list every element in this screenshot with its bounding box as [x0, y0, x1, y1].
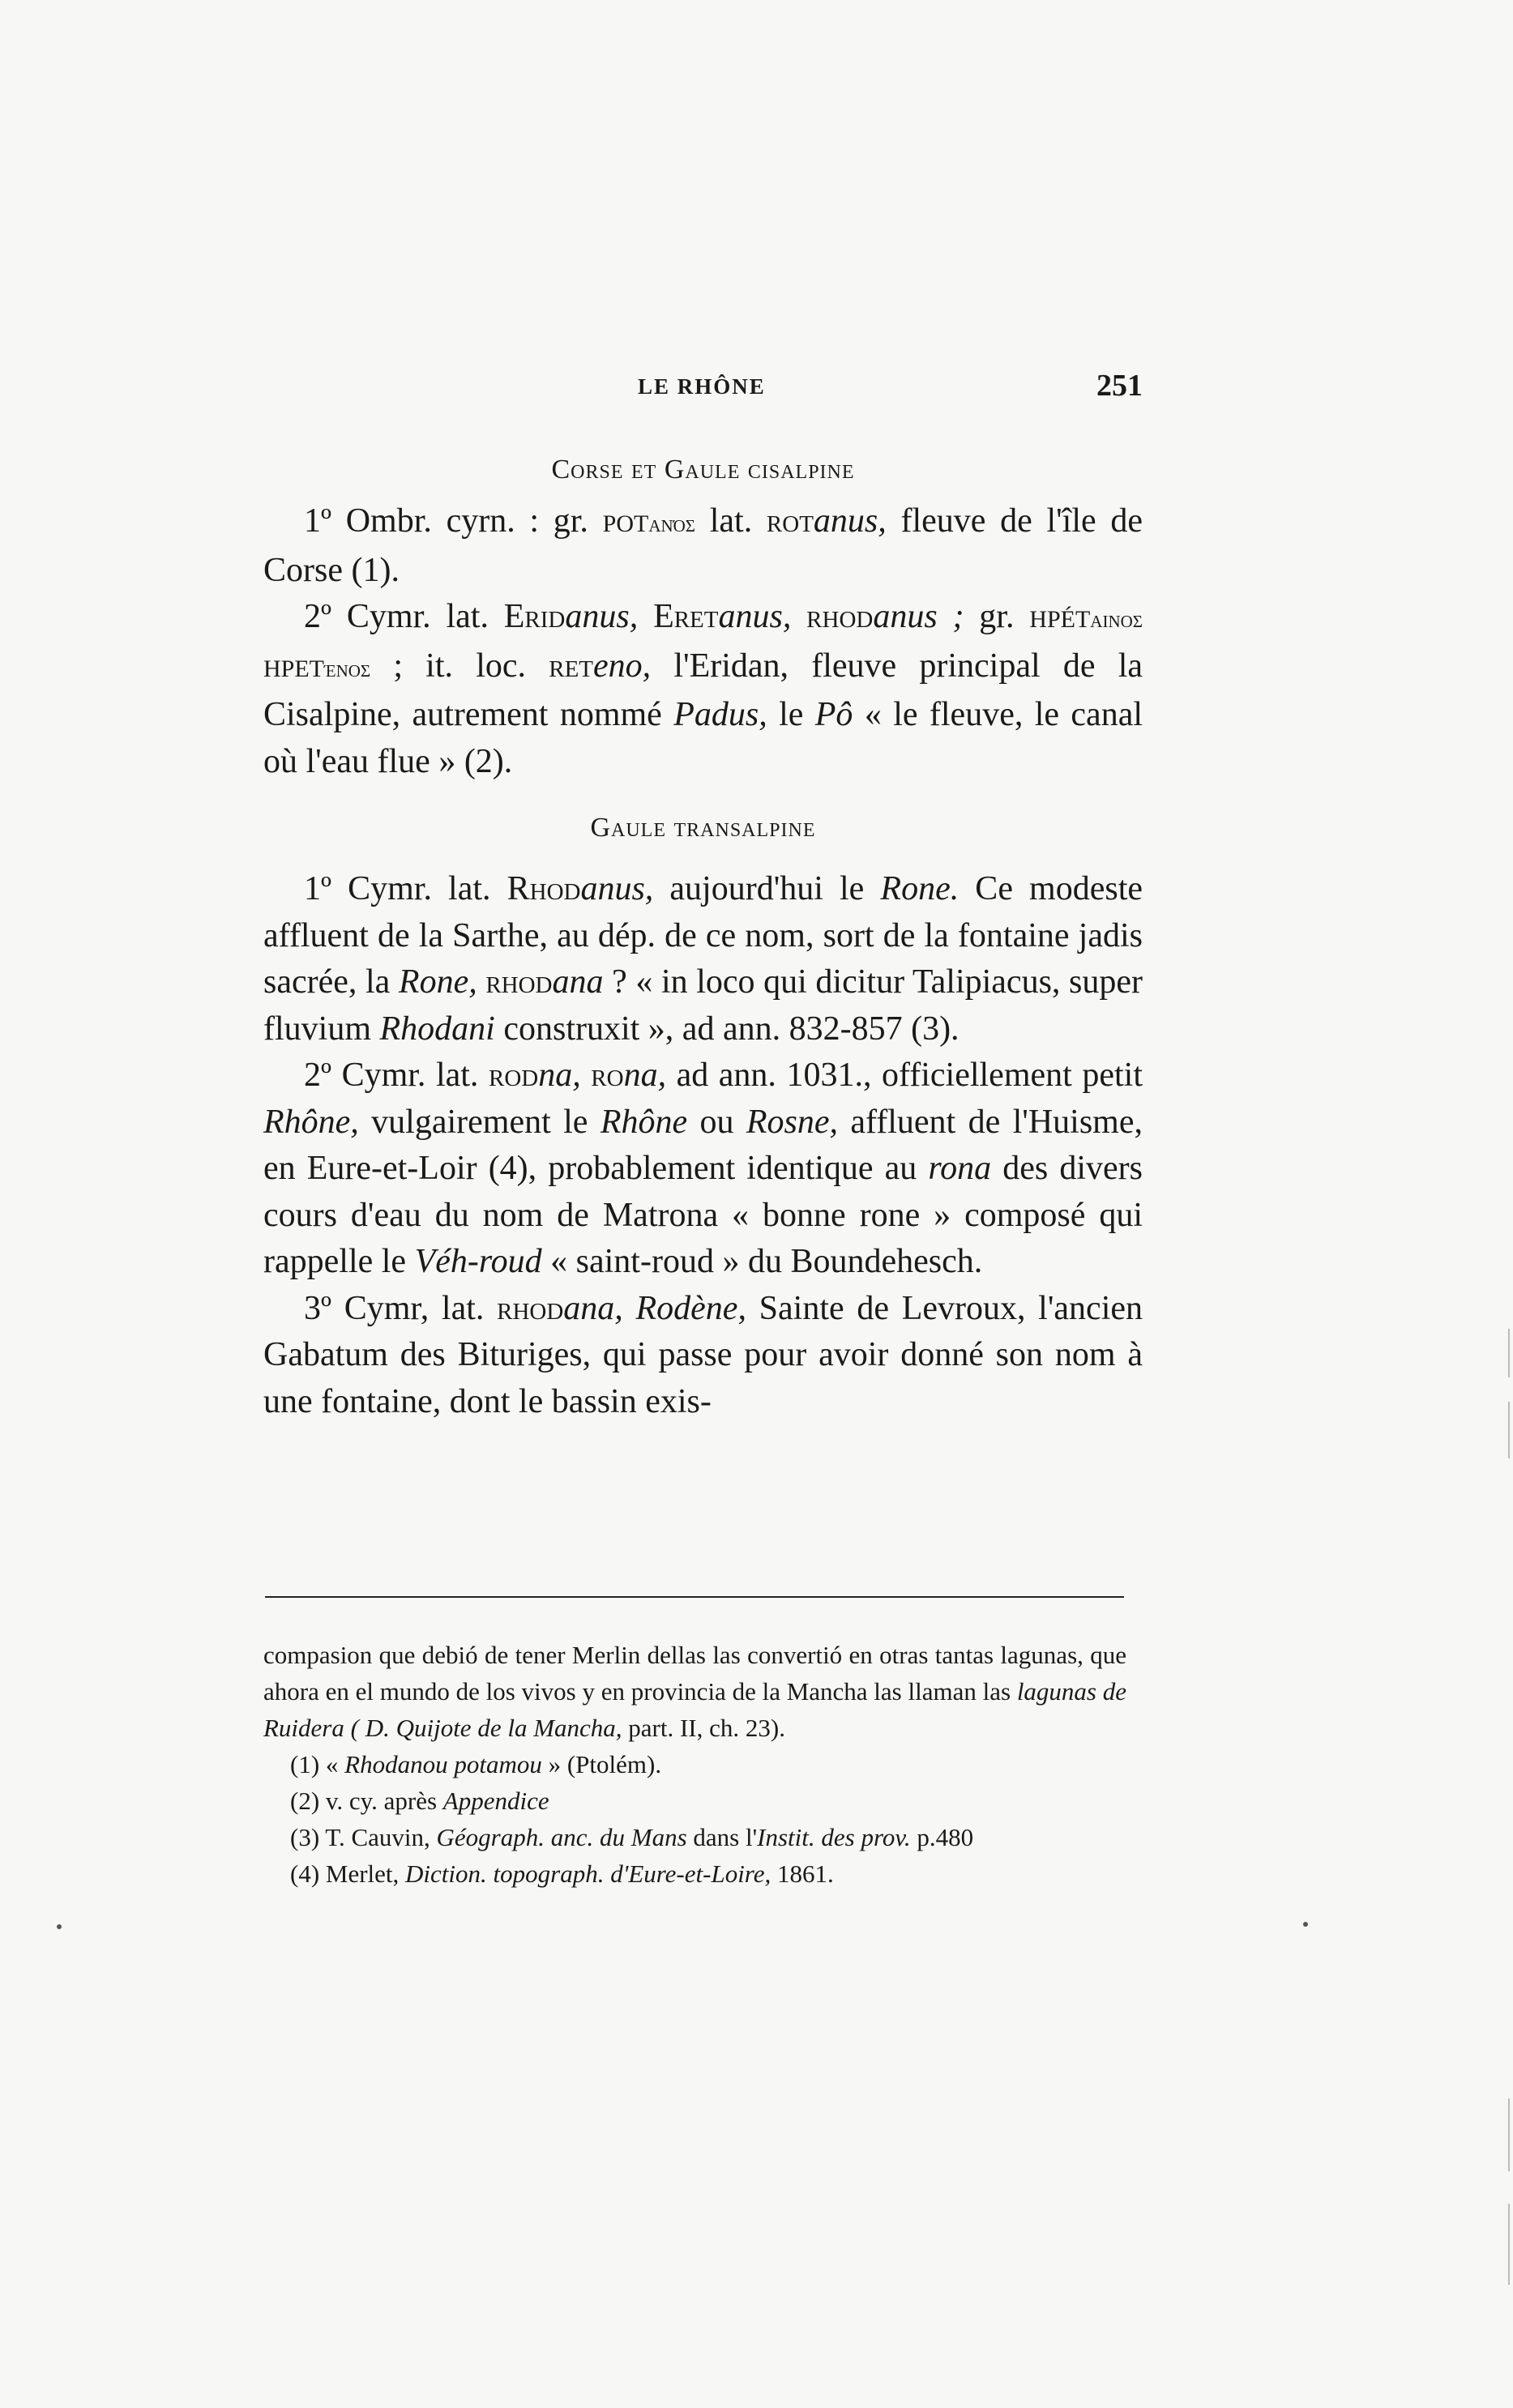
section-title-corse: Corse et Gaule cisalpine [551, 455, 855, 485]
paragraph-transalpine-1: 1º Cymr. lat. Rhodanus, aujourd'hui le Rone. Ce modeste affluent de la Sarthe, au dép. de ce nom, sort de la fontaine jadis sacrée, la Rone, rhodana ? « in loco qui dicitur Talipiacus, super fluvium Rhodani construxit », ad ann. 832-857 (3). [263, 870, 1143, 1048]
footnote-continuation: compasion que debió de tener Merlin dellas las convertió en otras tantas lagunas, que ahora en el mundo de los vivos y en provincia de la Mancha las llaman las lagunas de Ruidera ( D. Quijote de la Mancha, part. II, ch. 23). [263, 1641, 1127, 1742]
paragraph-corse-1: 1º Ombr. cyrn. : gr. POTανός lat. rotanus, fleuve de l'île de Corse (1). [263, 502, 1143, 589]
paragraph-transalpine-2: 2º Cymr. lat. rodna, rona, ad ann. 1031., officiellement petit Rhône, vulgairement le Rhône ou Rosne, affluent de l'Huisme, en Eure-et-Loir (4), probablement identique au rona des divers cours d'eau du nom de Matrona « bonne rone » composé qui rappelle le Véh-roud « saint-roud » du Boundehesch. [263, 1057, 1143, 1280]
running-title: LE RHÔNE [638, 374, 766, 399]
scan-dot-left [57, 1924, 62, 1929]
footnote-2: (2) v. cy. après Appendice [290, 1787, 549, 1815]
page-number: 251 [1096, 369, 1143, 403]
scan-dot-right [1303, 1922, 1308, 1927]
main-text [263, 442, 1143, 1425]
scan-margin-marks [1507, 1329, 1510, 2301]
footnote-rule [265, 1596, 1124, 1598]
section-title-transalpine: Gaule transalpine [590, 813, 816, 843]
paragraph-transalpine-3: 3º Cymr, lat. rhodana, Rodène, Sainte de Levroux, l'ancien Gabatum des Bituriges, qui passe pour avoir donné son nom à une fontaine, dont le bassin exis- [263, 1289, 1143, 1420]
running-head [263, 369, 1143, 415]
footnote-3: (3) T. Cauvin, Géograph. anc. du Mans dans l'Instit. des prov. p.480 [290, 1823, 974, 1851]
paragraph-corse-2: 2º Cymr. lat. Eridanus, Eretanus, rhodanus ; gr. HPÉTαινος HPETένος ; it. loc. reteno, l'Eridan, fleuve principal de la Cisalpine, autrement nommé Padus, le Pô « le fleuve, le canal où l'eau flue » (2). [263, 598, 1143, 780]
footnotes [263, 1637, 1126, 1892]
footnote-4: (4) Merlet, Diction. topograph. d'Eure-et-Loire, 1861. [290, 1859, 834, 1888]
footnote-1: (1) « Rhodanou potamou » (Ptolém). [290, 1750, 662, 1778]
